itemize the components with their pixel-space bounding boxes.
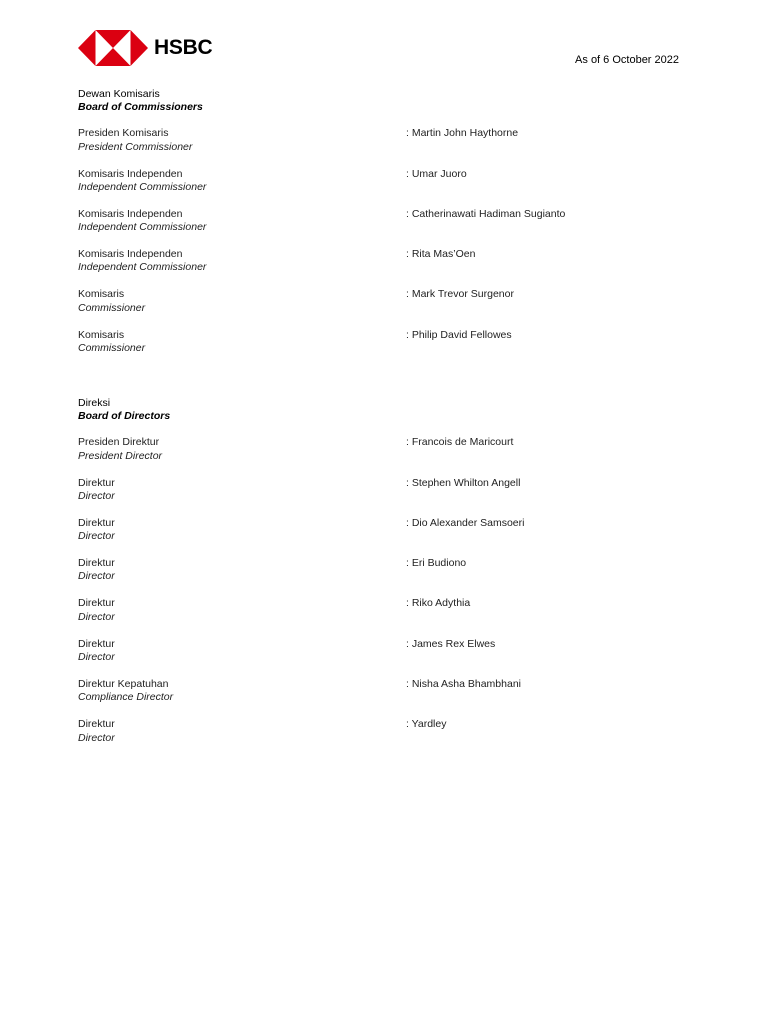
commissioners-section xyxy=(78,88,698,356)
role-en: Independent Commissioner xyxy=(78,221,207,234)
commissioners-title-en: Board of Commissioners xyxy=(78,101,203,113)
member-entry xyxy=(78,557,698,584)
role-id: Direktur xyxy=(78,476,115,489)
directors-section xyxy=(78,397,698,745)
member-entry xyxy=(78,329,698,356)
member-name: : Rita Mas’Oen xyxy=(406,248,476,261)
role-en: Commissioner xyxy=(78,342,146,355)
role-en: Director xyxy=(78,489,115,502)
member-name: : Martin John Haythorne xyxy=(406,127,519,140)
as-of-date: As of 6 October 2022 xyxy=(575,54,679,66)
member-entry xyxy=(78,168,698,195)
role-id: Komisaris Independen xyxy=(78,207,183,220)
role-en: Director xyxy=(78,570,115,583)
role-en: Commissioner xyxy=(78,301,146,314)
role-id: Direktur xyxy=(78,597,115,610)
member-name: : Catherinawati Hadiman Sugianto xyxy=(406,207,566,220)
member-entry xyxy=(78,718,698,745)
member-entry xyxy=(78,678,698,705)
role-id: Direktur xyxy=(78,516,115,529)
member-entry xyxy=(78,517,698,544)
member-entry xyxy=(78,638,698,665)
member-entry xyxy=(78,477,698,504)
role-en: Director xyxy=(78,731,115,744)
member-entry xyxy=(78,208,698,235)
member-entry xyxy=(78,436,698,463)
role-en: Director xyxy=(78,610,115,623)
commissioners-title xyxy=(78,88,698,114)
directors-title-id: Direksi xyxy=(78,397,111,409)
commissioners-list xyxy=(78,127,698,355)
member-name: : Philip David Fellowes xyxy=(406,328,512,341)
role-en: President Commissioner xyxy=(78,140,193,153)
member-entry xyxy=(78,127,698,154)
member-name: : James Rex Elwes xyxy=(406,637,496,650)
directors-list xyxy=(78,436,698,745)
member-name: : Mark Trevor Surgenor xyxy=(406,288,514,301)
role-en: Director xyxy=(78,530,115,543)
member-entry xyxy=(78,248,698,275)
member-name: : Riko Adythia xyxy=(406,597,471,610)
role-en: Independent Commissioner xyxy=(78,180,207,193)
role-id: Direktur Kepatuhan xyxy=(78,678,169,691)
member-name: : Yardley xyxy=(406,718,447,731)
directors-title-en: Board of Directors xyxy=(78,410,171,422)
role-id: Komisaris xyxy=(78,328,125,341)
role-id: Komisaris Independen xyxy=(78,248,183,261)
role-en: President Director xyxy=(78,449,163,462)
member-name: : Umar Juoro xyxy=(406,167,467,180)
member-name: : Stephen Whilton Angell xyxy=(406,476,521,489)
member-name: : Dio Alexander Samsoeri xyxy=(406,516,525,529)
role-en: Independent Commissioner xyxy=(78,261,207,274)
member-name: : Eri Budiono xyxy=(406,557,467,570)
hsbc-logo xyxy=(78,30,212,66)
member-entry xyxy=(78,288,698,315)
role-id: Presiden Komisaris xyxy=(78,127,169,140)
hsbc-hexagon-icon xyxy=(78,30,148,66)
role-id: Komisaris Independen xyxy=(78,167,183,180)
role-id: Direktur xyxy=(78,557,115,570)
role-en: Compliance Director xyxy=(78,691,174,704)
role-id: Komisaris xyxy=(78,288,125,301)
logo-text: HSBC xyxy=(154,36,213,59)
directors-title xyxy=(78,397,698,423)
member-entry xyxy=(78,597,698,624)
role-id: Presiden Direktur xyxy=(78,436,160,449)
role-id: Direktur xyxy=(78,637,115,650)
member-name: : Nisha Asha Bhambhani xyxy=(406,678,521,691)
member-name: : Francois de Maricourt xyxy=(406,436,514,449)
role-en: Director xyxy=(78,651,115,664)
commissioners-title-id: Dewan Komisaris xyxy=(78,88,160,100)
role-id: Direktur xyxy=(78,718,115,731)
